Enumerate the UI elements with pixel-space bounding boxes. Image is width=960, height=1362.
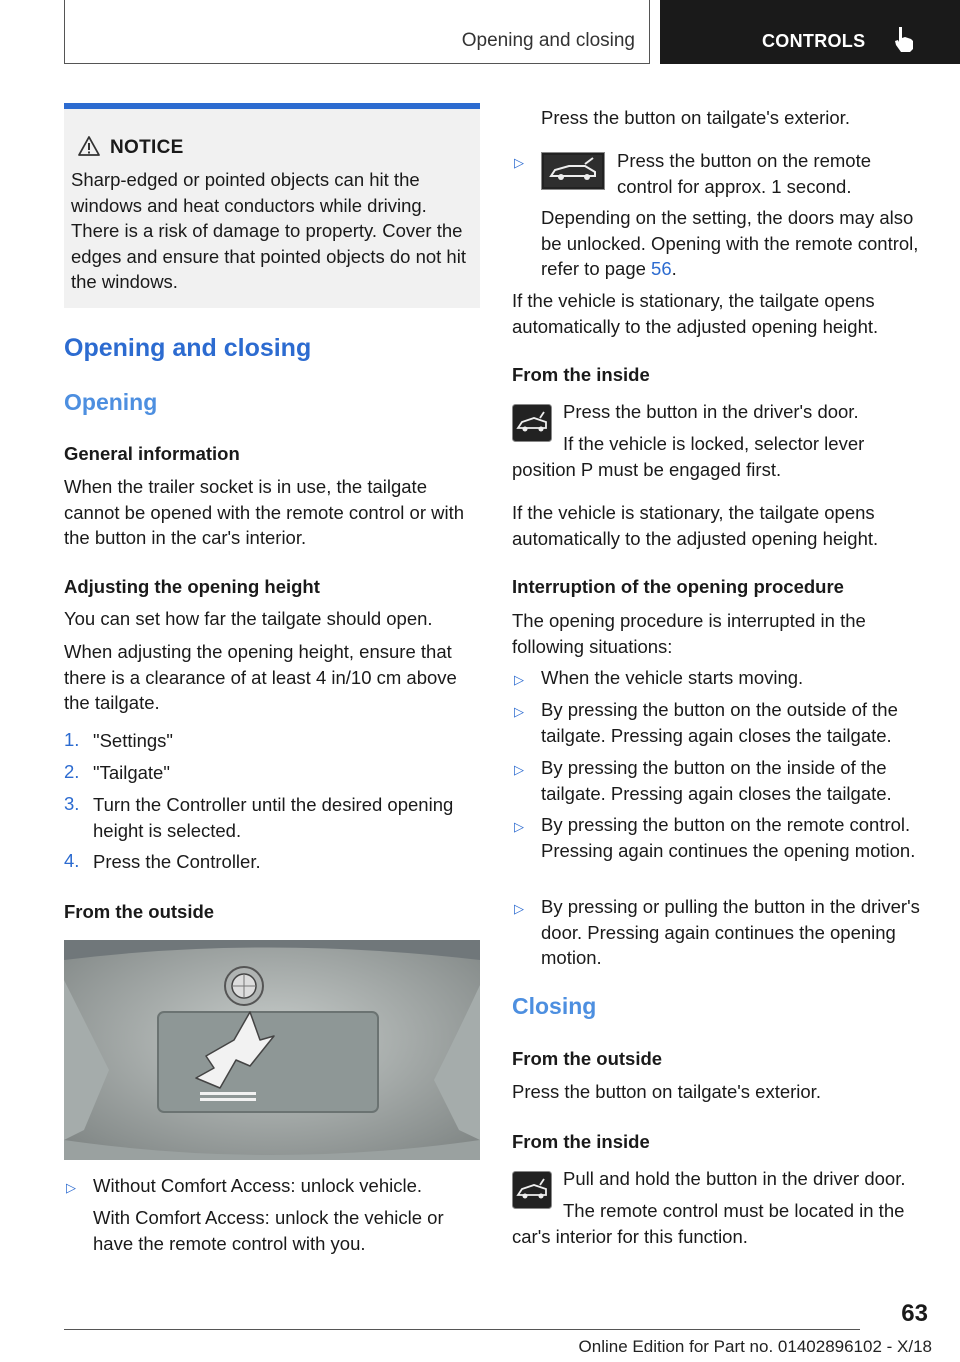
footer-edition-text: Online Edition for Part no. 01402896102 - X/18	[578, 1337, 932, 1356]
header-section-title: Opening and closing	[461, 30, 635, 51]
bullet-marker: ▷	[514, 901, 524, 916]
warning-triangle-icon	[77, 135, 101, 157]
footer-divider	[64, 1329, 860, 1330]
step-text-1: "Settings"	[93, 730, 173, 751]
bullet-marker: ▷	[514, 155, 524, 170]
remote-press-text: Press the button on the remote control for approx. 1 second.	[617, 150, 872, 197]
step-text-3: Turn the Controller until the desired opening height is selected.	[93, 794, 454, 841]
step-text-2: "Tailgate"	[93, 762, 170, 783]
interruption-item-5: By pressing or pulling the button in the driver's door. Pressing again continues the opening motion.	[541, 896, 920, 968]
step-number-3: 3.	[64, 793, 80, 814]
pointing-hand-icon	[892, 25, 916, 53]
stationary-note-1: If the vehicle is stationary, the tailgate opens automatically to the adjusted opening height.	[512, 290, 879, 337]
subsection-heading-opening: Opening	[64, 389, 158, 415]
closing-inside-remote-note: The remote control must be located in the car's interior for this function.	[512, 1200, 905, 1247]
step-text-4: Press the Controller.	[93, 851, 261, 872]
bullet-marker: ▷	[514, 704, 524, 719]
step-number-2: 2.	[64, 761, 80, 782]
bullet-no-comfort-access: Without Comfort Access: unlock vehicle.	[93, 1175, 423, 1196]
remote-note	[541, 205, 931, 282]
bullet-marker: ▷	[514, 762, 524, 777]
header-chapter-label: CONTROLS	[762, 31, 866, 51]
stationary-note-2: If the vehicle is stationary, the tailgate opens automatically to the adjusted opening height.	[512, 502, 879, 549]
general-info-heading: General information	[64, 443, 240, 464]
step-number-1: 1.	[64, 729, 80, 750]
header-chapter-box	[660, 0, 960, 64]
bullet-marker: ▷	[514, 672, 524, 687]
step-number-4: 4.	[64, 850, 80, 871]
header-left-box	[64, 0, 650, 64]
from-inside-heading: From the inside	[512, 364, 650, 385]
interruption-heading: Interruption of the opening procedure	[512, 576, 844, 597]
notice-body: Sharp-edged or pointed objects can hit the windows and heat conductors while driving. There is a risk of damage to property. Cover the edges and ensure that pointed objects do not hit the windows.	[71, 169, 466, 292]
press-exterior-text: Press the button on tailgate's exterior.	[541, 107, 850, 128]
bullet-comfort-access: With Comfort Access: unlock the vehicle or have the remote control with you.	[93, 1207, 444, 1254]
section-heading: Opening and closing	[64, 334, 312, 362]
interruption-intro: The opening procedure is interrupted in the following situations:	[512, 610, 866, 657]
adjust-height-heading: Adjusting the opening height	[64, 576, 320, 597]
notice-box	[64, 103, 480, 308]
general-info-body: When the trailer socket is in use, the tailgate cannot be opened with the remote control or with the button in the car's interior.	[64, 476, 465, 548]
from-outside-heading: From the outside	[64, 901, 215, 922]
closing-outside-heading: From the outside	[512, 1048, 663, 1069]
subsection-heading-closing: Closing	[512, 993, 597, 1019]
adjust-height-p2: When adjusting the opening height, ensure that there is a clearance of at least 4 in/10 cm above the tailgate.	[64, 641, 457, 713]
interruption-item-3: By pressing the button on the inside of the tailgate. Pressing again closes the tailgate.	[541, 757, 892, 804]
closing-inside-press-text: Pull and hold the button in the driver door.	[563, 1168, 906, 1189]
remote-note-end: .	[671, 258, 677, 279]
remote-tailgate-button-icon	[541, 152, 605, 190]
remote-note-text: Depending on the setting, the doors may also be unlocked. Opening with the remote control, refer to page	[541, 207, 919, 279]
closing-outside-text: Press the button on tailgate's exterior.	[512, 1081, 821, 1102]
page-number: 63	[901, 1300, 928, 1327]
inside-locked-note: If the vehicle is locked, selector lever position P must be engaged first.	[512, 433, 865, 480]
inside-press-text: Press the button in the driver's door.	[563, 401, 859, 422]
interruption-item-2: By pressing the button on the outside of the tailgate. Pressing again closes the tailgate.	[541, 699, 898, 746]
notice-title: NOTICE	[110, 137, 184, 158]
bullet-marker: ▷	[514, 819, 524, 834]
bullet-marker: ▷	[66, 1180, 76, 1195]
adjust-height-p1: You can set how far the tailgate should open.	[64, 608, 433, 629]
tailgate-button-illustration	[64, 940, 480, 1160]
page-link-56[interactable]: 56	[651, 258, 672, 279]
interruption-item-4: By pressing the button on the remote control. Pressing again continues the opening motion.	[541, 814, 916, 861]
interruption-item-1: When the vehicle starts moving.	[541, 667, 804, 688]
closing-inside-heading: From the inside	[512, 1131, 650, 1152]
